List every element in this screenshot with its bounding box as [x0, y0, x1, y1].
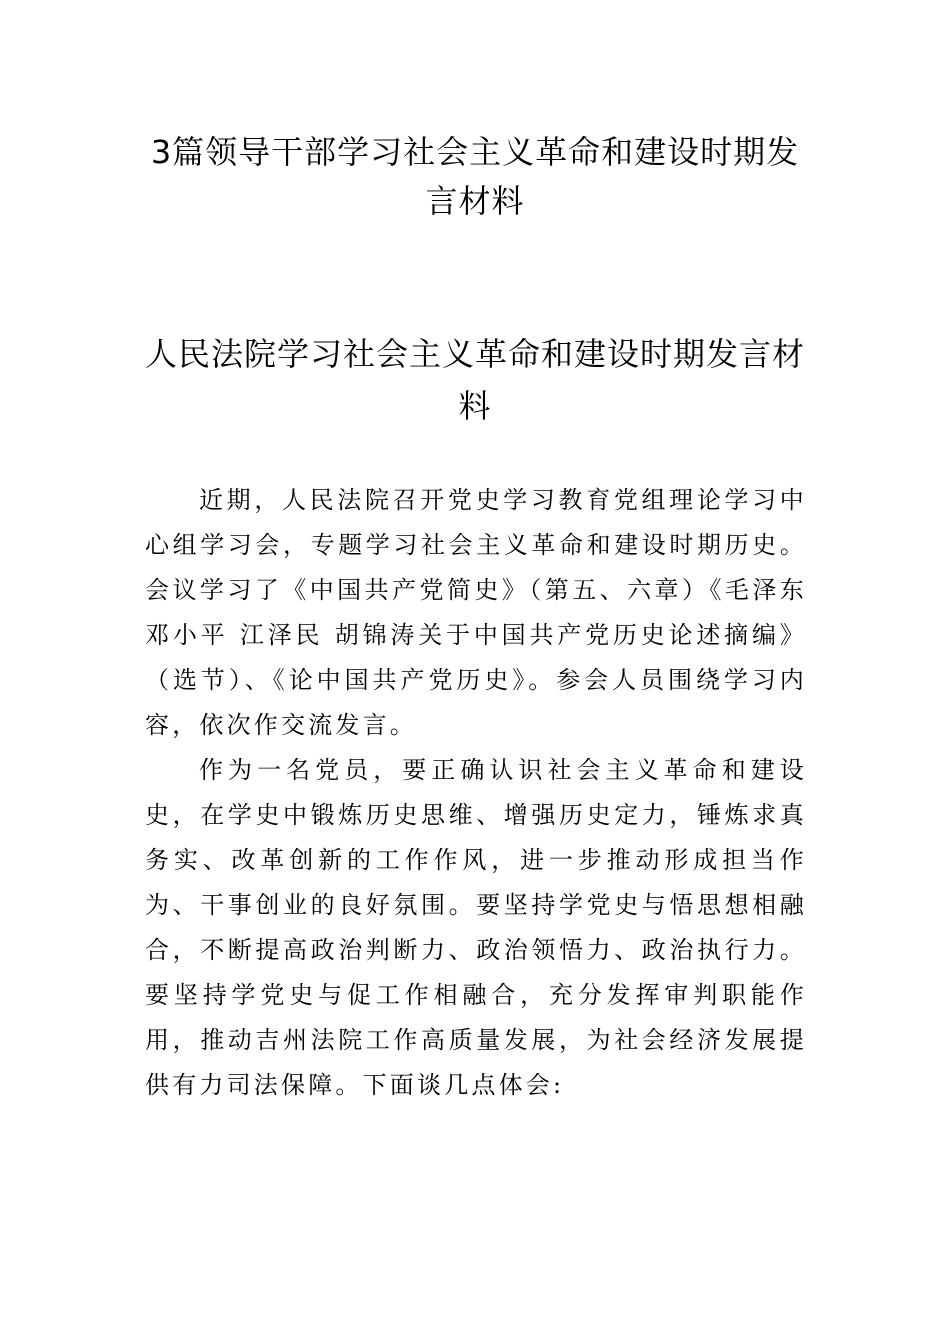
paragraph: 作为一名党员，要正确认识社会主义革命和建设史，在学史中锻炼历史思维、增强历史定力，锤炼求真务实、改革创新的工作作风，进一步推动形成担当作为、干事创业的良好氛围。要坚持学党史与悟思想相融合，不断提高政治判断力、政治领悟力、政治执行力。要坚持学党史与促工作相融合，充分发挥审判职能作用，推动吉州法院工作高质量发展，为社会经济发展提供有力司法保障。下面谈几点体会: — [145, 756, 807, 1099]
document-title: 3篇领导干部学习社会主义革命和建设时期发言材料 — [150, 133, 800, 220]
body-text — [145, 478, 807, 1108]
section-title: 人民法院学习社会主义革命和建设时期发言材料 — [144, 335, 805, 425]
paragraph: 近期，人民法院召开党史学习教育党组理论学习中心组学习会，专题学习社会主义革命和建设时期历史。会议学习了《中国共产党简史》（第五、六章）《毛泽东 邓小平 江泽民 胡锦涛关于中国共产党历史论述摘编》（选节）、《论中国共产党历史》。参会人员围绕学习内容，依次作交流发言。 — [145, 486, 807, 739]
